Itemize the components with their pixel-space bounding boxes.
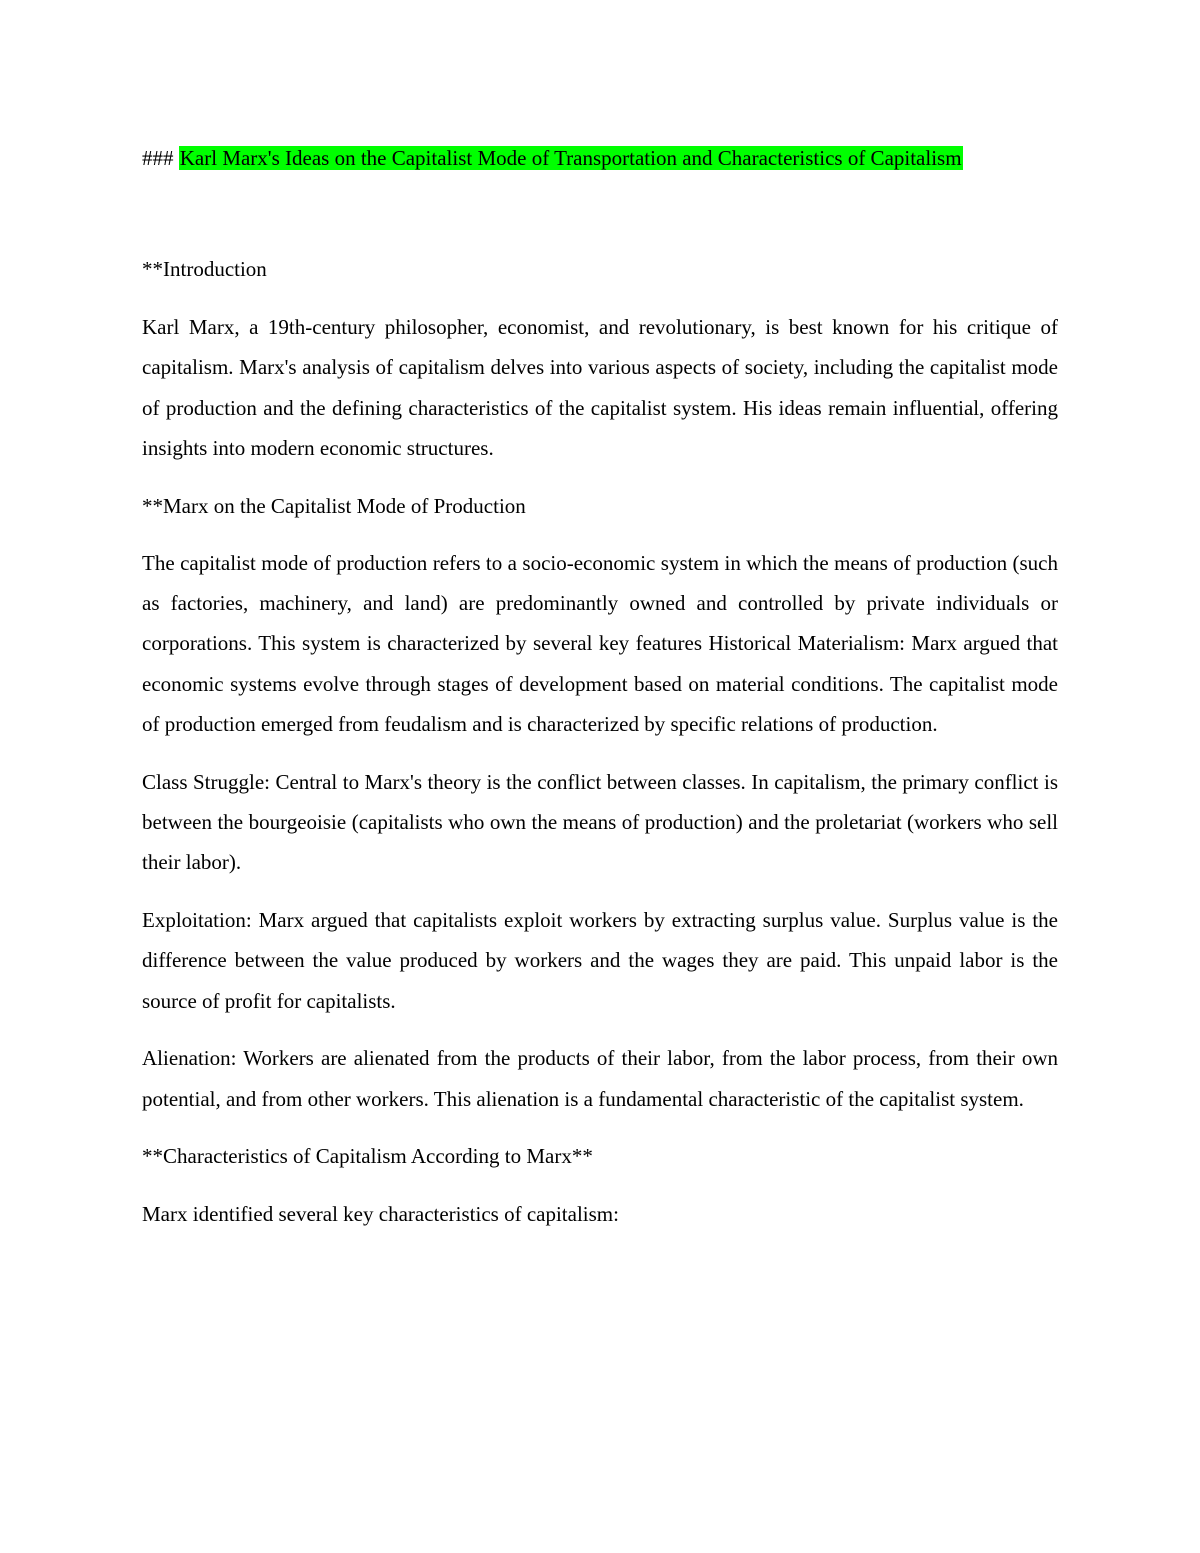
intro-paragraph: Karl Marx, a 19th-century philosopher, economist, and revolutionary, is best known for his critique of capitalism. Marx's analysis of capitalism delves into various aspects of society, including the capitalist mode of production and the defining characteristics of the capitalist system. His ideas remain influential, offering insights into modern economic structures. [142, 315, 1058, 461]
production-heading: **Marx on the Capitalist Mode of Production [142, 493, 526, 518]
exploitation-paragraph: Exploitation: Marx argued that capitalists exploit workers by extracting surplus value. Surplus value is the difference between the value produced by workers and the wages they are paid. This unpaid labor is the source of profit for capitalists. [142, 907, 1058, 1013]
production-paragraph: The capitalist mode of production refers to a socio-economic system in which the means of production (such as factories, machinery, and land) are predominantly owned and controlled by private individuals or corporations. This system is characterized by several key features Historical Materialism: Marx argued that economic systems evolve through stages of development based on material conditions. The capitalist mode of production emerged from feudalism and is characterized by specific relations of production. [142, 550, 1058, 737]
class-struggle-paragraph: Class Struggle: Central to Marx's theory is the conflict between classes. In capitalism, the primary conflict is between the bourgeoisie (capitalists who own the means of production) and the proletariat (workers who sell their labor). [142, 769, 1058, 875]
title-highlighted-text: Karl Marx's Ideas on the Capitalist Mode of Transportation and Characteristics of Capitalism [179, 146, 962, 170]
characteristics-intro: Marx identified several key characteristics of capitalism: [142, 1201, 619, 1226]
title-prefix: ### [142, 146, 174, 170]
document-body [142, 140, 1058, 1234]
document-title [142, 140, 1058, 176]
intro-heading: **Introduction [142, 257, 267, 281]
characteristics-heading: **Characteristics of Capitalism According to Marx** [142, 1143, 593, 1168]
alienation-paragraph: Alienation: Workers are alienated from the products of their labor, from the labor process, from their own potential, and from other workers. This alienation is a fundamental characteristic of the capitalist system. [142, 1046, 1058, 1111]
